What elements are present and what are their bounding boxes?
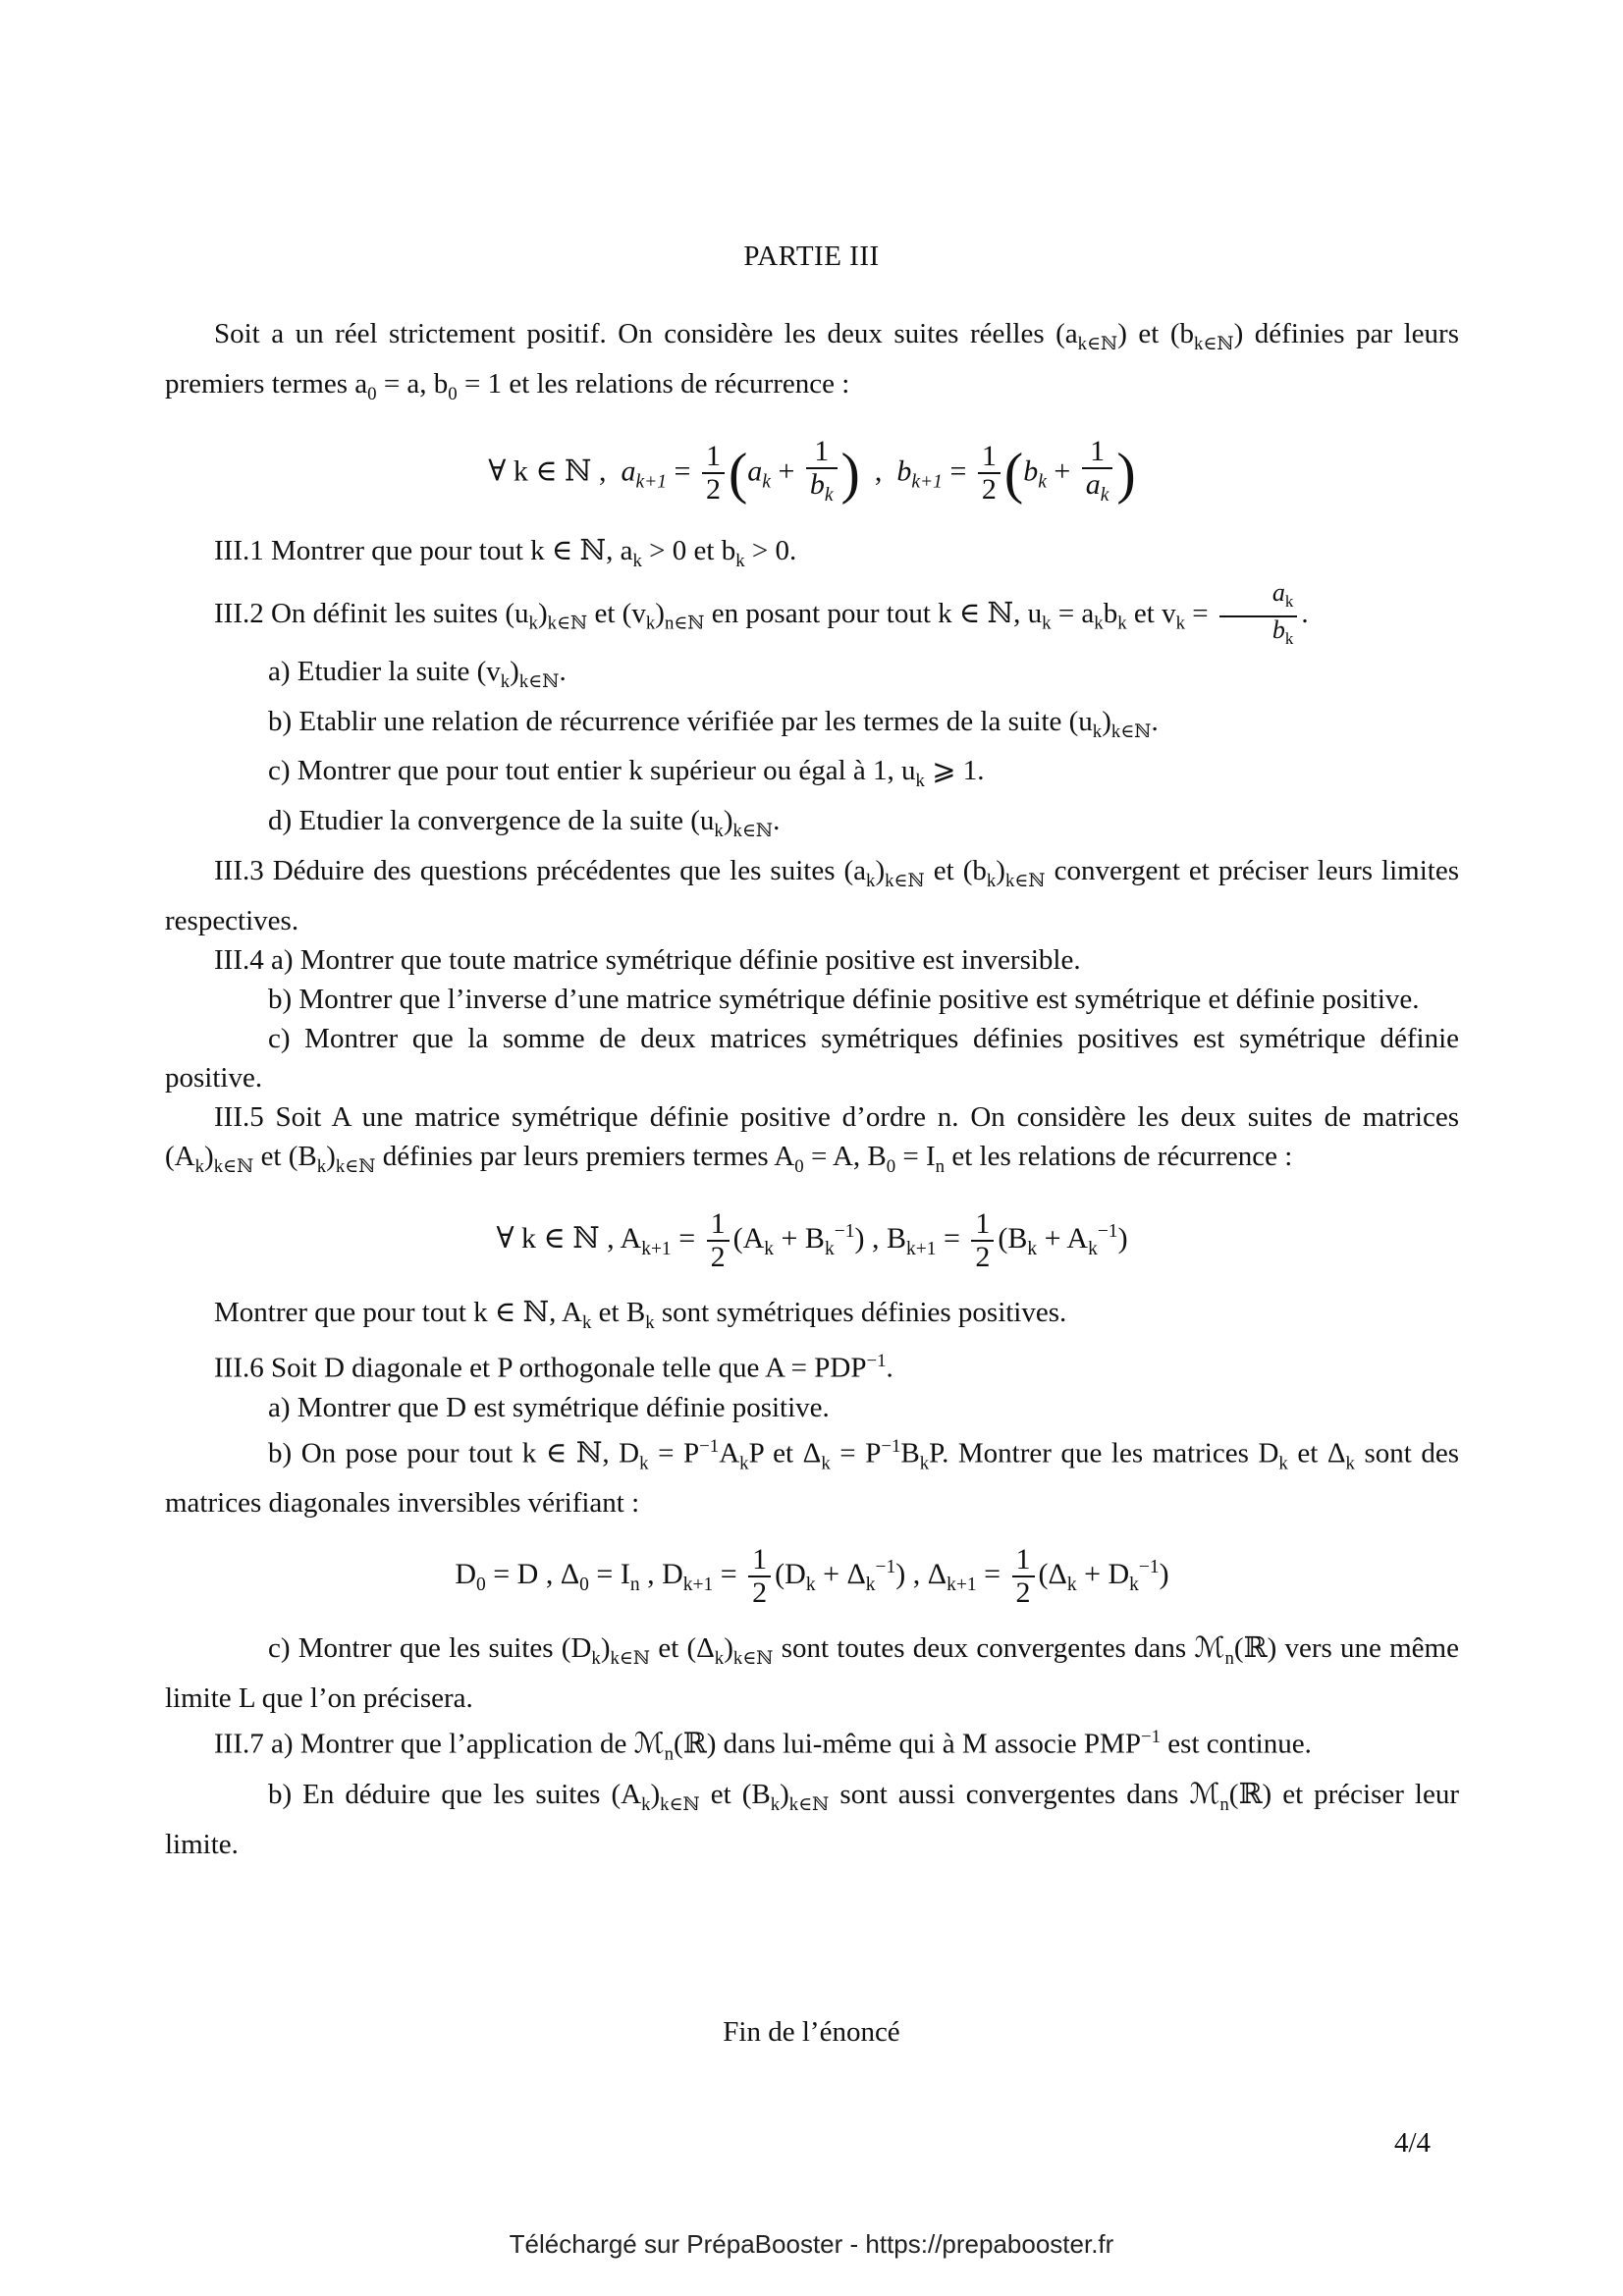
question-III-5: III.5 Soit A une matrice symétrique définie positive d’ordre n. On considère les deux suites de matrices $(A_k)_{k\in ℕ}$ et $(B_k)_{k\in ℕ}$ définies par leurs premiers termes $A_0 = A$, $B_0 = I_n$ et les relations de récurrence : [165,1100,1459,1177]
question-III-2-d: d) Etudier la convergence de la suite $(u_k)_{k\in ℕ}$. [268,805,781,841]
question-III-6-b: b) On pose pour tout k ∈ ℕ, $D_k = P^{-1}A_kP$ et $\Delta_k = P^{-1}B_kP$. Montrer que les matrices $D_k$ et $\Delta_k$ sont des matrices diagonales inversibles vérifiant : [165,1436,1460,1520]
intro-paragraph: Soit a un réel strictement positif. On considère les deux suites réelles $(a_{k\in ℕ})$ et $(b_{k\in ℕ})$ définies par leurs premiers termes $a_0 = a$, $b_0 = 1$ et les relations de récurrence : [165,318,1459,404]
question-III-5-statement: Montrer que pour tout k ∈ ℕ, $A_k$ et $B_k$ sont symétriques définies positives. [214,1296,1067,1333]
end-of-statement: Fin de l’énoncé [723,2016,900,2048]
question-III-4-b: b) Montrer que l’inverse d’une matrice symétrique définie positive est symétrique et définie positive. [268,983,1420,1015]
question-III-7-b: b) En déduire que les suites $(A_k)_{k\in ℕ}$ et $(B_k)_{k\in ℕ}$ sont aussi convergentes dans ℳ$_n$(ℝ) et préciser leur limite. [165,1778,1459,1860]
question-III-1: III.1 Montrer que pour tout k ∈ ℕ, $a_k > 0$ et $b_k > 0$. [214,534,797,571]
question-III-6-a: a) Montrer que D est symétrique définie positive. [268,1392,830,1423]
question-III-7-a: III.7 a) Montrer que l’application de ℳ$_n$(ℝ) dans lui-même qui à M associe $PMP^{-1}$ est continue. [214,1727,1312,1765]
question-III-4-a: III.4 a) Montrer que toute matrice symétrique définie positive est inversible. [214,943,1081,976]
question-III-6: III.6 Soit D diagonale et P orthogonale telle que $A = PDP^{-1}$. [214,1351,893,1384]
question-III-4-c: c) Montrer que la somme de deux matrices symétriques définies positives est symétrique définie positive. [165,1022,1459,1094]
equation-recurrence-AB: ∀ k ∈ ℕ , $A_{k+1}$ = $\frac{1}{2}$ $(A_k + B_k^{-1})$ , $B_{k+1}$ = $\frac{1}{2}$ $(B_k + A_k^{-1})$ [496,1206,1128,1273]
question-III-6-c: c) Montrer que les suites $(D_k)_{k\in ℕ}$ et $(\Delta_k)_{k\in ℕ}$ sont toutes deux convergentes dans ℳ$_n$(ℝ) vers une même limite L que l’on précisera. [165,1632,1459,1715]
question-III-2-b: b) Etablir une relation de récurrence vérifiée par les termes de la suite $(u_k)_{k\in ℕ}$. [268,705,1159,742]
download-footer: Téléchargé sur PrépaBooster - https://prepabooster.fr [509,2229,1114,2259]
section-title: PARTIE III [743,240,880,272]
question-III-3: III.3 Déduire des questions précédentes que les suites $(a_k)_{k\in ℕ}$ et $(b_k)_{k\in ℕ}$ convergent et préciser leurs limites respectives. [165,854,1459,936]
equation-recurrence-D: $D_0 = D$ , $\Delta_0 = I_n$ , $D_{k+1}$ = $\frac{1}{2}$ $(D_k + \Delta_k^{-1})$ , $\Delta_{k+1}$ = $\frac{1}{2}$ $(\Delta_k + D_k^{-1})$ [455,1543,1169,1610]
problem-body [165,314,1459,1864]
question-III-2: III.2 On définit les suites $(u_k)_{k\in ℕ}$ et $(v_k)_{n\in ℕ}$ en posant pour tout k ∈ ℕ, $u_k = a_kb_k$ et $v_k$ = $\frac{a_k}{b_k}$ . [214,578,1309,648]
question-III-2-a: a) Etudier la suite $(v_k)_{k\in ℕ}$. [268,655,567,692]
page-number: 4/4 [1394,2127,1432,2159]
question-III-2-c: c) Montrer que pour tout entier k supérieur ou égal à 1, $u_k$ ⩾ 1. [268,755,985,792]
equation-recurrence-ab: ∀ k ∈ ℕ , $a_{k+1}$ = $\frac{1}{2}$ ($a_k$ + $\frac{1}{b_k}$ ) , $b_{k+1}$ = $\frac{1}{2}$ ($b_k$ + $\frac{1}{a_k}$ ) [488,434,1136,507]
